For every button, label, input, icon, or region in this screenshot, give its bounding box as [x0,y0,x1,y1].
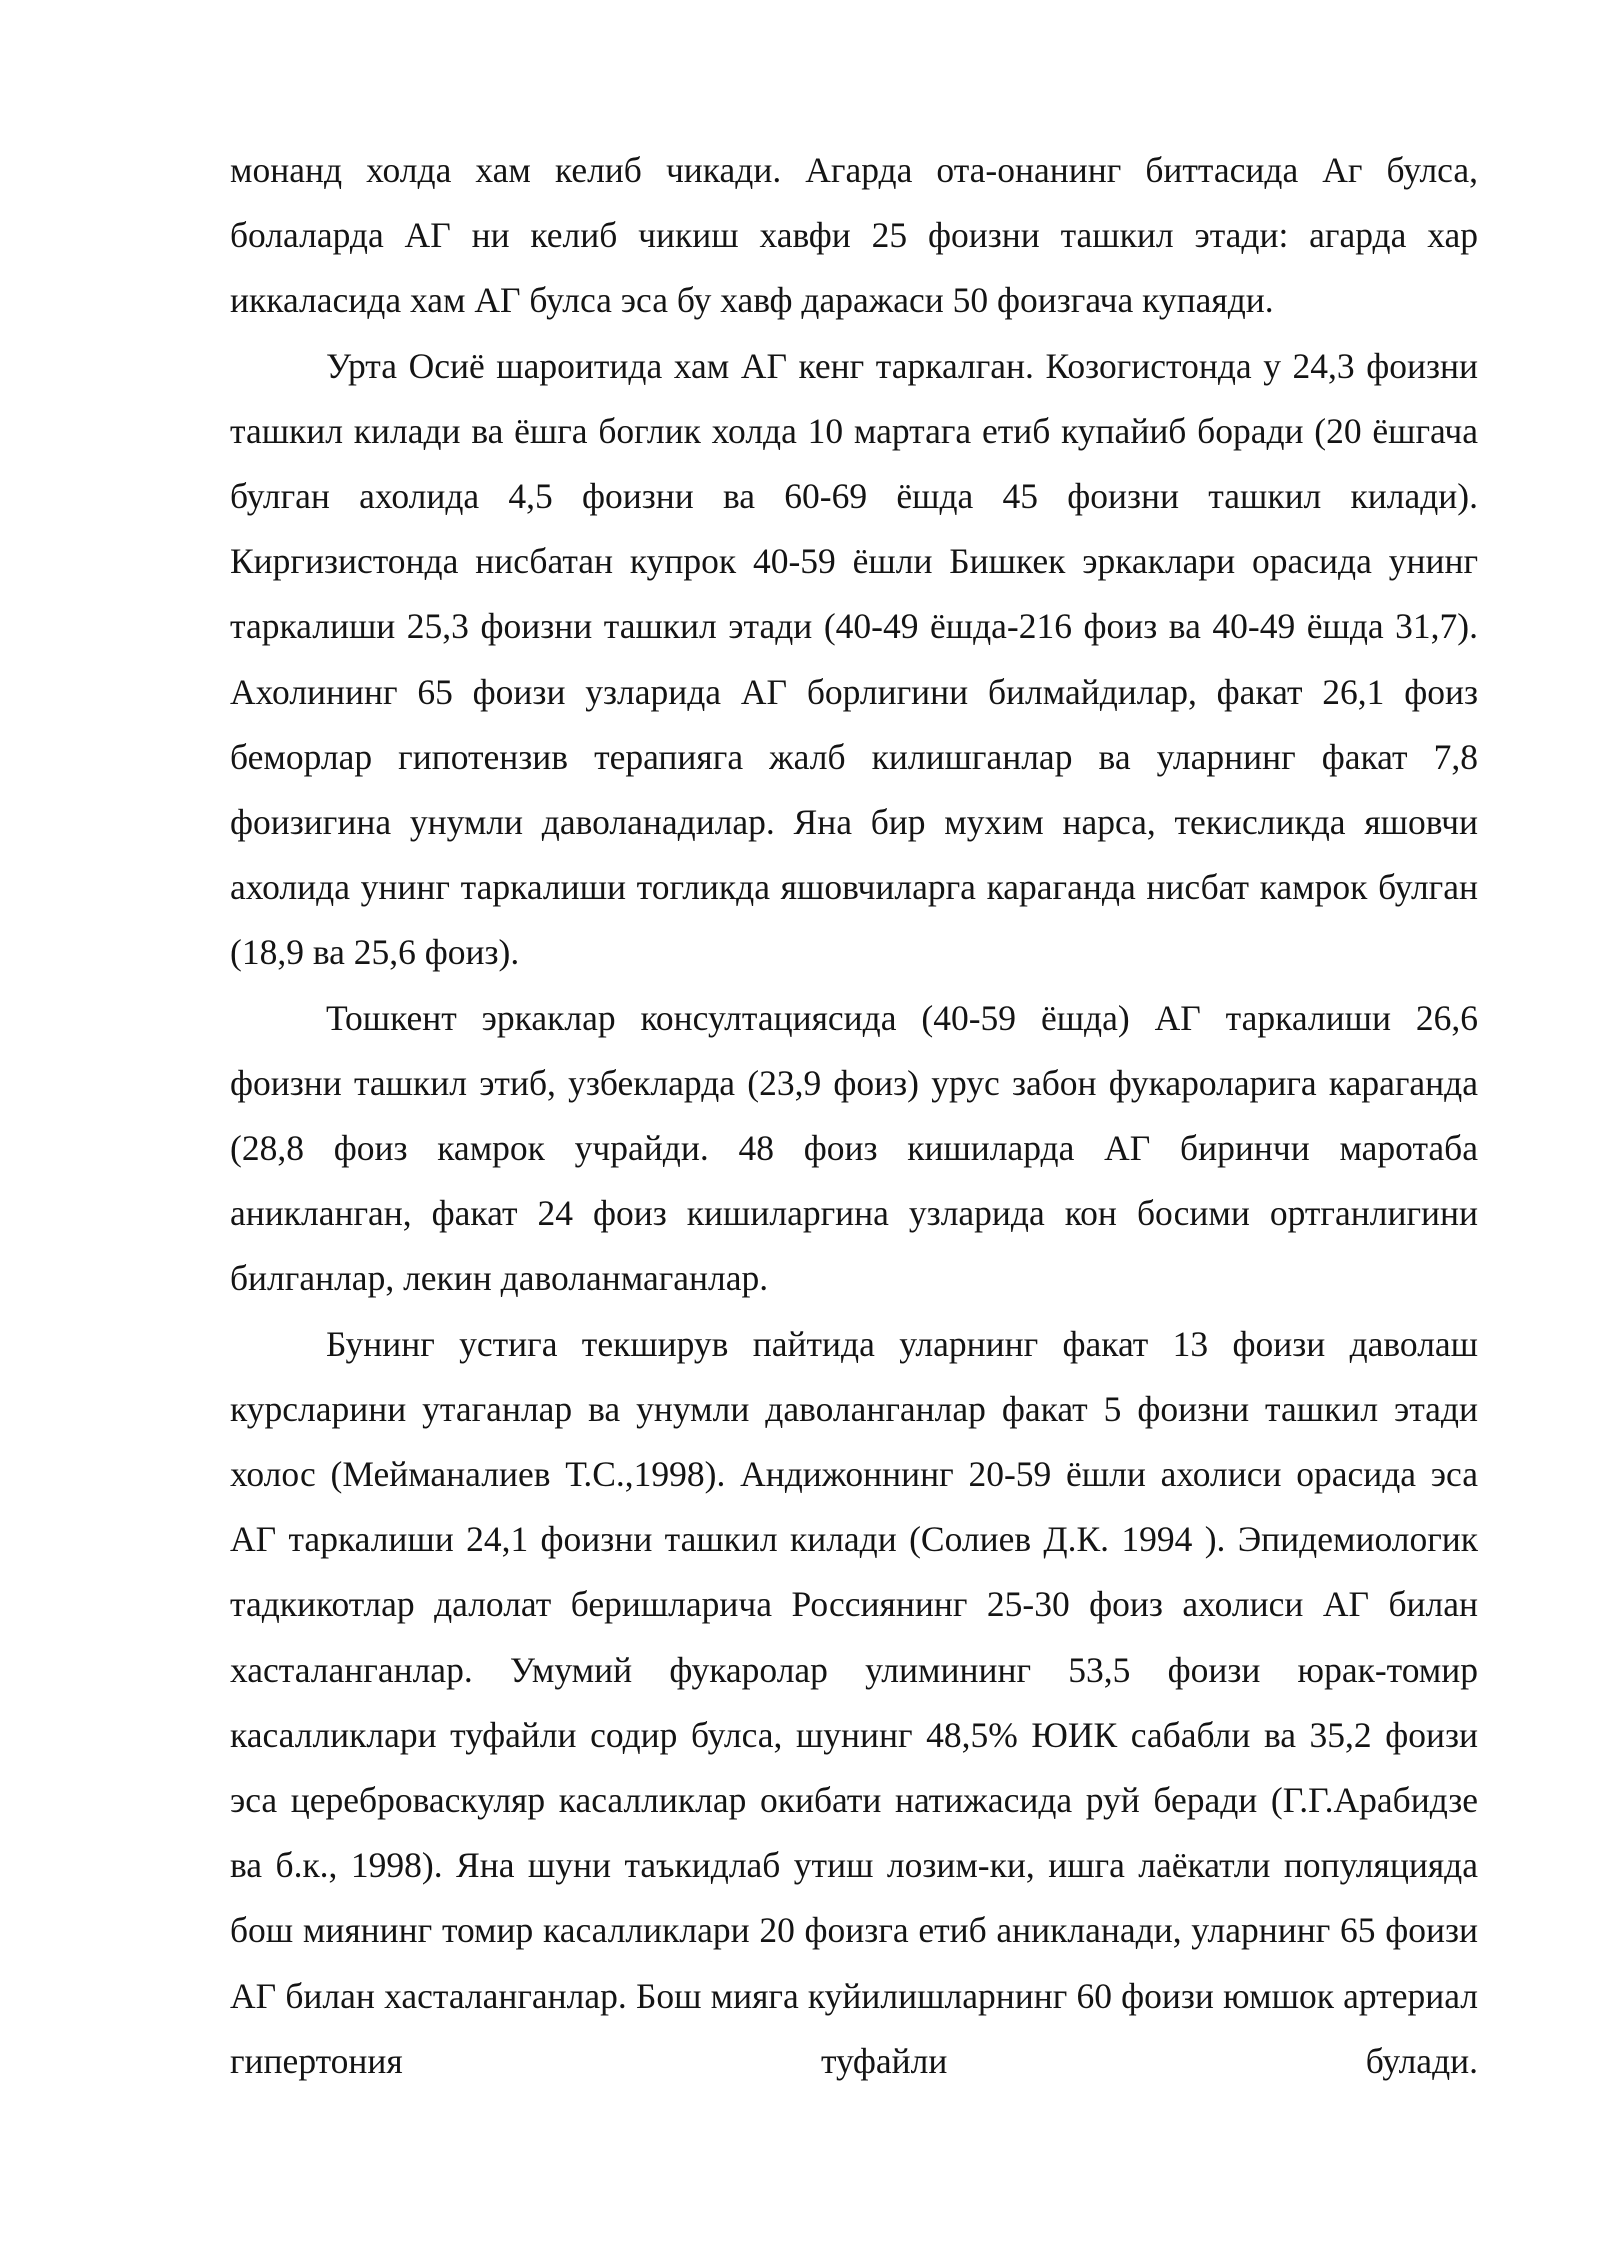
paragraph-3: Тошкент эркаклар консултациясида (40-59 ёшда) АГ таркалиши 26,6 фоизни ташкил этиб, узбекларда (23,9 фоиз) урус забон фукароларига караганда (28,8 фоиз камрок учрайди. 48 фоиз кишиларда АГ биринчи маротаба аникланган, факат 24 фоиз кишиларгина узларида кон босими ортганлигини билганлар, лекин даволанмаганлар. [230,997,1478,1299]
body-text [230,138,1478,2094]
paragraph-4: Бунинг устига текширув пайтида уларнинг факат 13 фоизи даволаш курсларини утаганлар ва унумли даволанганлар факат 5 фоизни ташкил этади холос (Мейманалиев Т.С.,1998). Андижоннинг 20-59 ёшли ахолиси орасида эса АГ таркалиши 24,1 фоизни ташкил килади (Солиев Д.К. 1994 ). Эпидемиологик тадкикотлар далолат беришларича Россиянинг 25-30 фоиз ахолиси АГ билан хасталанганлар. Умумий фукаролар улимининг 53,5 фоизи юрак-томир касалликлари туфайли содир булса, шунинг 48,5% ЮИК сабабли ва 35,2 фоизи эса цереброваскуляр касалликлар окибати натижасида руй беради (Г.Г.Арабидзе ва б.к., 1998). Яна шуни таъкидлаб утиш лозим-ки, ишга лаёкатли популяцияда бош миянинг томир касалликлари 20 фоизга етиб аникланади, уларнинг 65 фоизи АГ билан хасталанганлар. Бош мияга куйилишларнинг 60 фоизи юмшок артериал гипертония туфайли булади. [230,1323,1478,2081]
paragraph-2: Урта Осиё шароитида хам АГ кенг таркалган. Козогистонда у 24,3 фоизни ташкил килади ва ёшга боглик холда 10 мартага етиб купайиб боради (20 ёшгача булган ахолида 4,5 фоизни ва 60-69 ёшда 45 фоизни ташкил килади). Киргизистонда нисбатан купрок 40-59 ёшли Бишкек эркаклари орасида унинг таркалиши 25,3 фоизни ташкил этади (40-49 ёшда-216 фоиз ва 40-49 ёшда 31,7). Ахолининг 65 фоизи узларида АГ борлигини билмайдилар, факат 26,1 фоиз беморлар гипотензив терапияга жалб килишганлар ва уларнинг факат 7,8 фоизигина унумли даволанадилар. Яна бир мухим нарса, текисликда яшовчи ахолида унинг таркалиши тогликда яшовчиларга караганда нисбат камрок булган (18,9 ва 25,6 фоиз). [230,345,1478,973]
paragraph-1: монанд холда хам келиб чикади. Агарда ота-онанинг биттасида Аг булса, болаларда АГ ни келиб чикиш хавфи 25 фоизни ташкил этади: агарда хар иккаласида хам АГ булса эса бу хавф даражаси 50 фоизгача купаяди. [230,150,1478,321]
